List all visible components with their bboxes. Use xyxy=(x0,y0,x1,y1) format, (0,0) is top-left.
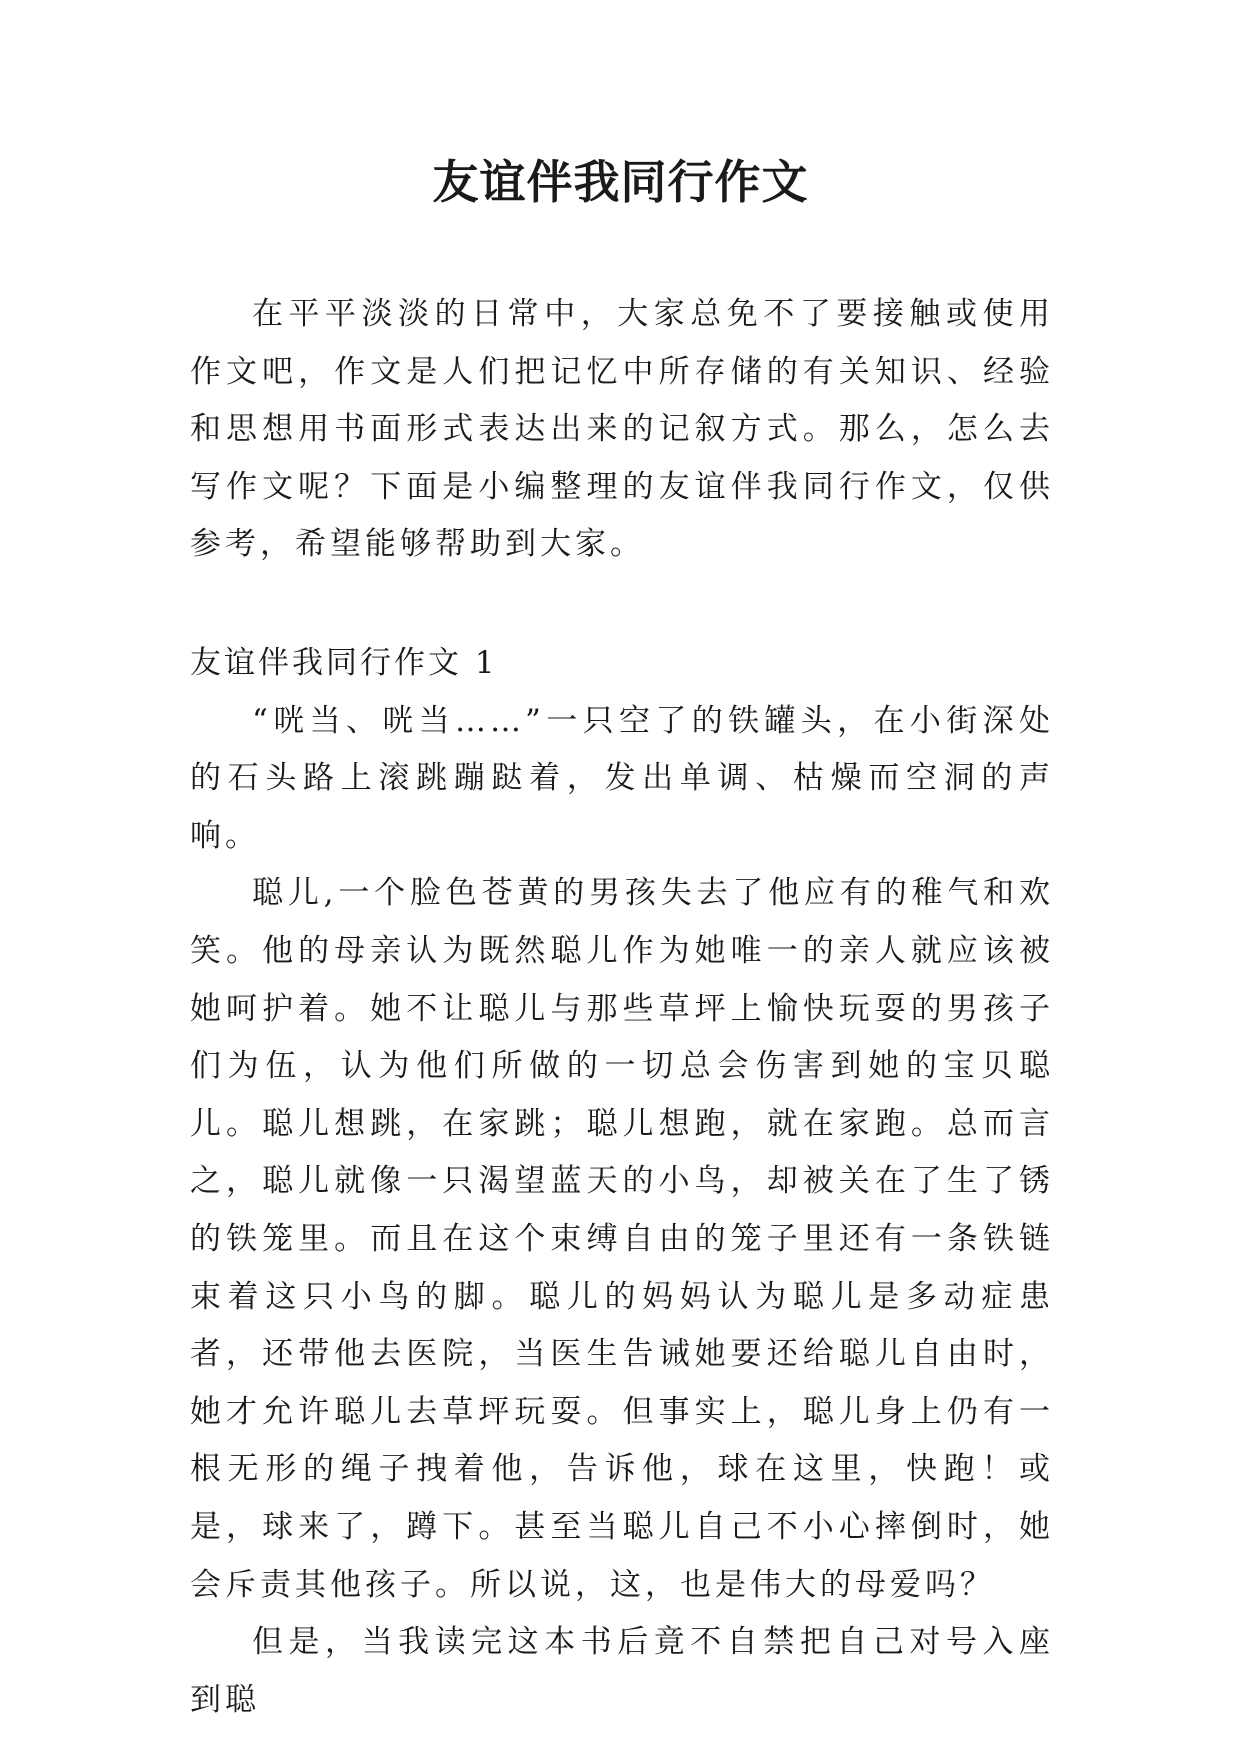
essay-paragraph-1: “咣当、咣当……”一只空了的铁罐头，在小街深处的石头路上滚跳蹦跶着，发出单调、枯燥而空洞的声响。 xyxy=(190,702,1054,854)
intro-block xyxy=(190,286,1054,574)
essay-paragraph-2: 聪儿,一个脸色苍黄的男孩失去了他应有的稚气和欢笑。他的母亲认为既然聪儿作为她唯一的亲人就应该被她呵护着。她不让聪儿与那些草坪上愉快玩耍的男孩子们为伍，认为他们所做的一切总会伤害到她的宝贝聪儿。聪儿想跳，在家跳；聪儿想跑，就在家跑。总而言之，聪儿就像一只渴望蓝天的小鸟，却被关在了生了锈的铁笼里。而且在这个束缚自由的笼子里还有一条铁链束着这只小鸟的脚。聪儿的妈妈认为聪儿是多动症患者，还带他去医院，当医生告诫她要还给聪儿自由时，她才允许聪儿去草坪玩耍。但事实上，聪儿身上仍有一根无形的绳子拽着他，告诉他，球在这里，快跑！或是，球来了，蹲下。甚至当聪儿自己不小心摔倒时，她会斥责其他孩子。所以说，这，也是伟大的母爱吗？ xyxy=(190,875,1054,1603)
intro-paragraph: 在平平淡淡的日常中，大家总免不了要接触或使用作文吧，作文是人们把记忆中所存储的有关知识、经验和思想用书面形式表达出来的记叙方式。那么，怎么去写作文呢？下面是小编整理的友谊伴我同行作文，仅供参考，希望能够帮助到大家。 xyxy=(190,296,1054,563)
document-title: 友谊伴我同行作文 xyxy=(432,155,809,209)
essay-section xyxy=(190,635,1054,1729)
essay-paragraph-3: 但是，当我读完这本书后竟不自禁把自己对号入座到聪 xyxy=(190,1624,1054,1718)
section-heading: 友谊伴我同行作文 1 xyxy=(190,645,498,681)
